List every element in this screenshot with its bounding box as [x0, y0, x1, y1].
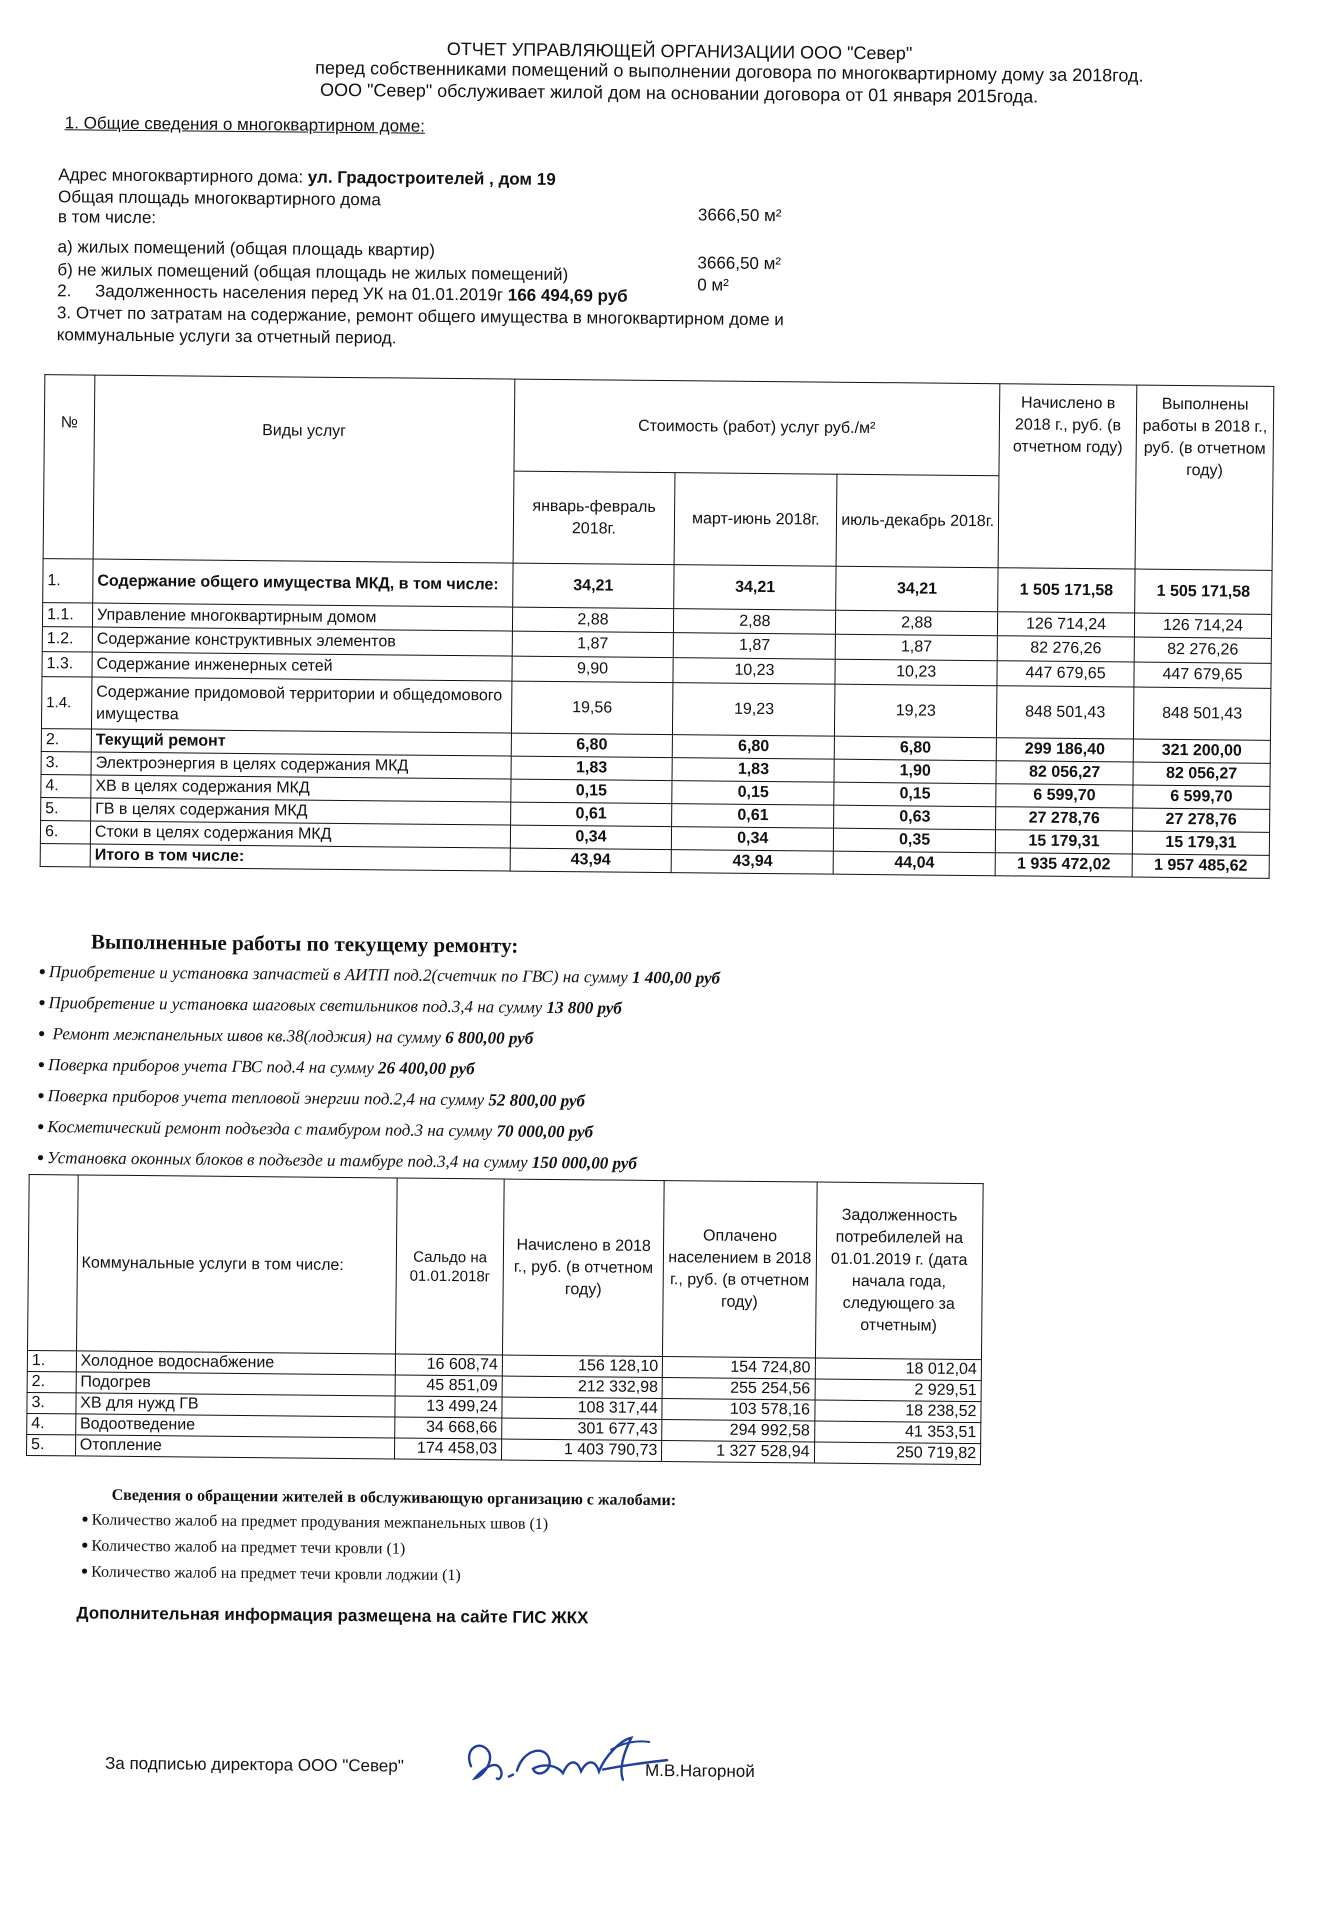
cell-num: 2.: [27, 1371, 76, 1392]
cell-accrued: 6 599,70: [996, 784, 1133, 808]
cell-cost-period3: 1,90: [834, 759, 996, 784]
complaint-item: ● Количество жалоб на предмет течи кровли (1): [81, 1532, 548, 1562]
cell-service-name: Стоки в целях содержания МКД: [90, 821, 510, 848]
cell-service-name: ХВ в целях содержания МКД: [91, 775, 511, 802]
cell-paid: 103 578,16: [662, 1399, 814, 1421]
utilities-col-accrued: Начислено в 2018 г., руб. (в отчетном году): [502, 1179, 664, 1357]
residential-value: 3666,50 м²: [697, 253, 782, 274]
cell-num: 3.: [27, 1392, 76, 1413]
cell-num: 6.: [40, 821, 90, 844]
cell-cost-period3: 2,88: [836, 610, 998, 636]
cell-balance: 45 851,09: [395, 1375, 502, 1397]
cell-accrued: 301 677,43: [502, 1418, 663, 1441]
cell-accrued: 108 317,44: [502, 1397, 663, 1420]
report-contract-line: ООО "Север" обслуживает жилой дом на основании договора от 01 января 2015года.: [319, 79, 1039, 107]
cell-accrued: 447 679,65: [997, 661, 1134, 687]
cell-done: 15 179,31: [1132, 831, 1269, 855]
cell-done: 848 501,43: [1133, 687, 1270, 740]
work-item-text: Приобретение и установка запчастей в АИТП под.2(счетчик по ГВС) на сумму: [48, 962, 633, 987]
cell-accrued: 848 501,43: [997, 686, 1134, 739]
cell-balance: 174 458,03: [395, 1438, 502, 1460]
work-item-text: Поверка приборов учета тепловой энергии под.2,4 на сумму: [47, 1086, 489, 1110]
cell-cost-period3: 0,35: [834, 828, 996, 853]
cell-cost-period3: 44,04: [833, 851, 995, 876]
cell-service-name: Содержание конструктивных элементов: [92, 627, 512, 656]
debt-label: Задолженность населения перед УК на 01.01.2019г: [94, 281, 508, 305]
utilities-col-debt: Задолженность потребилелей на 01.01.2019 г. (дата начала года, следующего за отчетным): [815, 1182, 983, 1360]
cell-cost-period2: 0,61: [672, 804, 834, 829]
cell-cost-period2: 1,83: [672, 758, 834, 783]
cell-service-name: Содержание инженерных сетей: [92, 652, 512, 681]
cell-utility-name: Подогрев: [76, 1372, 396, 1396]
cell-num: 1.3.: [42, 652, 92, 677]
cell-accrued: 82 276,26: [997, 636, 1134, 662]
costs-body: [40, 559, 1272, 879]
cell-num: 4.: [27, 1413, 76, 1434]
cell-service-name: Управление многоквартирным домом: [92, 603, 512, 631]
cell-cost-period2: 6,80: [673, 735, 835, 760]
cell-cost-period2: 10,23: [673, 658, 835, 685]
cell-service-name: ГВ в целях содержания МКД: [91, 798, 511, 825]
cell-debt: 250 719,82: [814, 1442, 981, 1465]
report-intro-line1: 3. Отчет по затратам на содержание, ремонт общего имущества в многоквартирном доме и: [56, 303, 784, 330]
sign-label: За подписью директора ООО "Север": [104, 1753, 404, 1776]
cell-num: 1.: [27, 1350, 76, 1371]
cell-num: 5.: [26, 1434, 75, 1455]
debt-value: 166 494,69 руб: [507, 285, 628, 306]
complaint-item: ● Количество жалоб на предмет течи кровли лоджии (1): [81, 1558, 548, 1588]
cell-cost-period1: 2,88: [512, 607, 674, 633]
cell-num: 1.2.: [42, 627, 92, 652]
cell-num: 1.1.: [42, 603, 92, 627]
cell-cost-period2: 34,21: [674, 565, 836, 611]
period3-header: июль-декабрь 2018г.: [836, 474, 999, 568]
cell-accrued: 82 056,27: [996, 761, 1133, 785]
cell-num: 4.: [41, 775, 91, 798]
cell-debt: 18 238,52: [814, 1400, 981, 1423]
cell-num: 1.4.: [41, 677, 91, 729]
cell-paid: 294 992,58: [662, 1420, 814, 1442]
complaint-item: ● Количество жалоб на предмет продувания межпанельных швов (1): [81, 1506, 548, 1536]
cell-done: 1 505 171,58: [1135, 569, 1272, 614]
utilities-col-num: [28, 1174, 78, 1350]
cell-cost-period1: 19,56: [511, 681, 673, 735]
report-subtitle: перед собственниками помещений о выполнении договора по многоквартирному дому за 2018год.: [315, 57, 1144, 86]
cell-num: 5.: [41, 798, 91, 821]
work-item-text: Поверка приборов учета ГВС под.4 на сумму: [47, 1055, 379, 1078]
address-value: ул. Градостроителей , дом 19: [307, 167, 556, 189]
report-intro-line2: коммунальные услуги за отчетный период.: [56, 325, 397, 348]
works-list: [37, 956, 721, 1180]
cell-done: 82 056,27: [1133, 762, 1270, 786]
cell-done: 1 957 485,62: [1132, 854, 1269, 878]
utilities-col-name: Коммунальные услуги в том числе:: [76, 1175, 397, 1354]
nonresidential-label: б) не жилых помещений (общая площадь не жилых помещений): [57, 260, 569, 285]
utilities-table: [26, 1174, 984, 1465]
cell-utility-name: Холодное водоснабжение: [76, 1351, 396, 1375]
period2-header: март-июнь 2018г.: [674, 473, 837, 567]
cell-num: [40, 844, 90, 867]
cell-done: 27 278,76: [1133, 808, 1270, 832]
cell-num: 1.: [43, 559, 93, 603]
cell-accrued: 15 179,31: [995, 830, 1132, 854]
cell-utility-name: ХВ для нужд ГВ: [76, 1393, 396, 1417]
cell-done: 82 276,26: [1134, 637, 1271, 663]
total-area-label: Общая площадь многоквартирного дома: [57, 187, 381, 210]
cell-service-name: Итого в том числе:: [90, 844, 510, 871]
cell-cost-period2: 1,87: [674, 633, 836, 660]
sign-name: М.В.Нагорной: [644, 1760, 755, 1781]
cell-service-name: Текущий ремонт: [91, 729, 511, 756]
work-item-sum: 13 800 руб: [546, 997, 622, 1018]
cell-done: 126 714,24: [1134, 613, 1271, 638]
cell-paid: 1 327 528,94: [662, 1441, 814, 1463]
cell-debt: 2 929,51: [815, 1379, 982, 1402]
utilities-col-balance: Сальдо на 01.01.2018г: [396, 1178, 504, 1355]
cell-cost-period1: 0,15: [510, 779, 672, 804]
work-item-sum: 6 800,00 руб: [445, 1027, 534, 1048]
cell-cost-period1: 0,34: [510, 825, 672, 850]
gis-info: Дополнительная информация размещена на сайте ГИС ЖКХ: [76, 1603, 589, 1628]
section-general-title: 1. Общие сведения о многоквартирном доме:: [64, 113, 426, 136]
debt-num: 2.: [57, 281, 72, 301]
col-services-header: Виды услуг: [93, 375, 514, 563]
utilities-col-paid: Оплачено населением в 2018 г., руб. (в отчетном году): [663, 1181, 817, 1358]
period1-header: январь-февраль 2018г.: [513, 471, 676, 565]
cell-cost-period2: 2,88: [674, 609, 836, 635]
total-area-value: 3666,50 м²: [697, 205, 782, 226]
utilities-body: [26, 1350, 981, 1464]
cell-service-name: Содержание общего имущества МКД, в том числе:: [93, 559, 513, 607]
cell-cost-period1: 0,61: [510, 802, 672, 827]
residential-label: а) жилых помещений (общая площадь квартир): [57, 237, 436, 260]
cell-done: 321 200,00: [1133, 739, 1270, 763]
cell-cost-period3: 6,80: [834, 736, 996, 761]
col-accrued-header: Начислено в 2018 г., руб. (в отчетном году): [998, 384, 1137, 569]
cell-service-name: Содержание придомовой территории и общедомового имущества: [91, 677, 511, 733]
cell-cost-period2: 0,34: [672, 827, 834, 852]
cell-debt: 41 353,51: [814, 1421, 981, 1444]
cell-service-name: Электроэнергия в целях содержания МКД: [91, 752, 511, 779]
cell-accrued: 212 332,98: [502, 1376, 663, 1399]
cell-cost-period3: 19,23: [835, 684, 997, 738]
col-done-header: Выполнены работы в 2018 г., руб. (в отчетном году): [1135, 385, 1274, 570]
cell-cost-period1: 1,83: [511, 756, 673, 781]
work-item-text: Косметический ремонт подъезда с тамбуром под.3 на сумму: [47, 1117, 497, 1141]
col-num-header: №: [43, 375, 95, 559]
cell-cost-period1: 34,21: [512, 563, 674, 609]
cell-cost-period2: 43,94: [672, 850, 834, 875]
including-label: в том числе:: [57, 207, 157, 228]
costs-header-row: [44, 375, 1274, 479]
work-item-sum: 70 000,00 руб: [496, 1121, 594, 1142]
cell-cost-period3: 10,23: [835, 659, 997, 686]
work-item-sum: 1 400,00 руб: [631, 967, 721, 988]
work-item-sum: 52 800,00 руб: [488, 1090, 586, 1111]
utilities-header-row: [28, 1174, 984, 1359]
cell-cost-period3: 34,21: [836, 566, 998, 612]
nonresidential-value: 0 м²: [697, 275, 729, 295]
cell-utility-name: Водоотведение: [75, 1414, 395, 1438]
cell-cost-period2: 0,15: [672, 781, 834, 806]
cell-accrued: 27 278,76: [996, 807, 1133, 831]
cell-utility-name: Отопление: [75, 1435, 395, 1459]
address-label: Адрес многоквартирного дома:: [58, 165, 308, 187]
cell-accrued: 1 935 472,02: [995, 853, 1132, 877]
cell-cost-period1: 1,87: [512, 631, 674, 658]
work-item-text: Установка оконных блоков в подъезде и тамбуре под.3,4 на сумму: [47, 1148, 532, 1172]
cell-accrued: 1 403 790,73: [501, 1439, 662, 1462]
cell-cost-period1: 9,90: [512, 656, 674, 683]
cell-num: 3.: [41, 752, 91, 775]
cell-accrued: 126 714,24: [998, 612, 1135, 637]
cell-debt: 18 012,04: [815, 1358, 982, 1381]
cell-accrued: 1 505 171,58: [998, 568, 1135, 613]
work-item-text: Приобретение и установка шаговых светильников под.3,4 на сумму: [48, 993, 547, 1017]
cell-done: 6 599,70: [1133, 785, 1270, 809]
work-item-text: Ремонт межпанельных швов кв.38(лоджия) на сумму: [48, 1024, 446, 1047]
cell-cost-period3: 1,87: [835, 634, 997, 661]
complaints-title: Сведения о обращении жителей в обслуживающую организацию с жалобами:: [111, 1486, 677, 1510]
cell-paid: 255 254,56: [662, 1378, 814, 1400]
works-title: Выполненные работы по текущему ремонту:: [90, 929, 519, 958]
cell-cost-period1: 6,80: [511, 733, 673, 758]
cell-accrued: 156 128,10: [502, 1355, 663, 1378]
cell-balance: 34 668,66: [395, 1417, 502, 1439]
cell-num: 2.: [41, 729, 91, 752]
work-item: [37, 1142, 719, 1180]
cell-cost-period2: 19,23: [673, 683, 835, 737]
cell-cost-period3: 0,63: [834, 805, 996, 830]
cell-accrued: 299 186,40: [996, 738, 1133, 762]
cell-paid: 154 724,80: [663, 1357, 815, 1379]
cell-balance: 13 499,24: [395, 1396, 502, 1418]
cell-balance: 16 608,74: [396, 1354, 503, 1376]
cell-done: 447 679,65: [1134, 662, 1271, 688]
work-item-sum: 150 000,00 руб: [531, 1152, 637, 1173]
cell-cost-period3: 0,15: [834, 782, 996, 807]
complaints-list: [81, 1506, 549, 1588]
col-cost-header: Стоимость (работ) услуг руб./м²: [514, 379, 1000, 476]
cell-cost-period1: 43,94: [510, 848, 672, 873]
work-item-sum: 26 400,00 руб: [378, 1058, 475, 1079]
costs-table: [40, 374, 1275, 879]
report-title: ОТЧЕТ УПРАВЛЯЮЩЕЙ ОРГАНИЗАЦИИ ООО "Север": [446, 38, 913, 64]
